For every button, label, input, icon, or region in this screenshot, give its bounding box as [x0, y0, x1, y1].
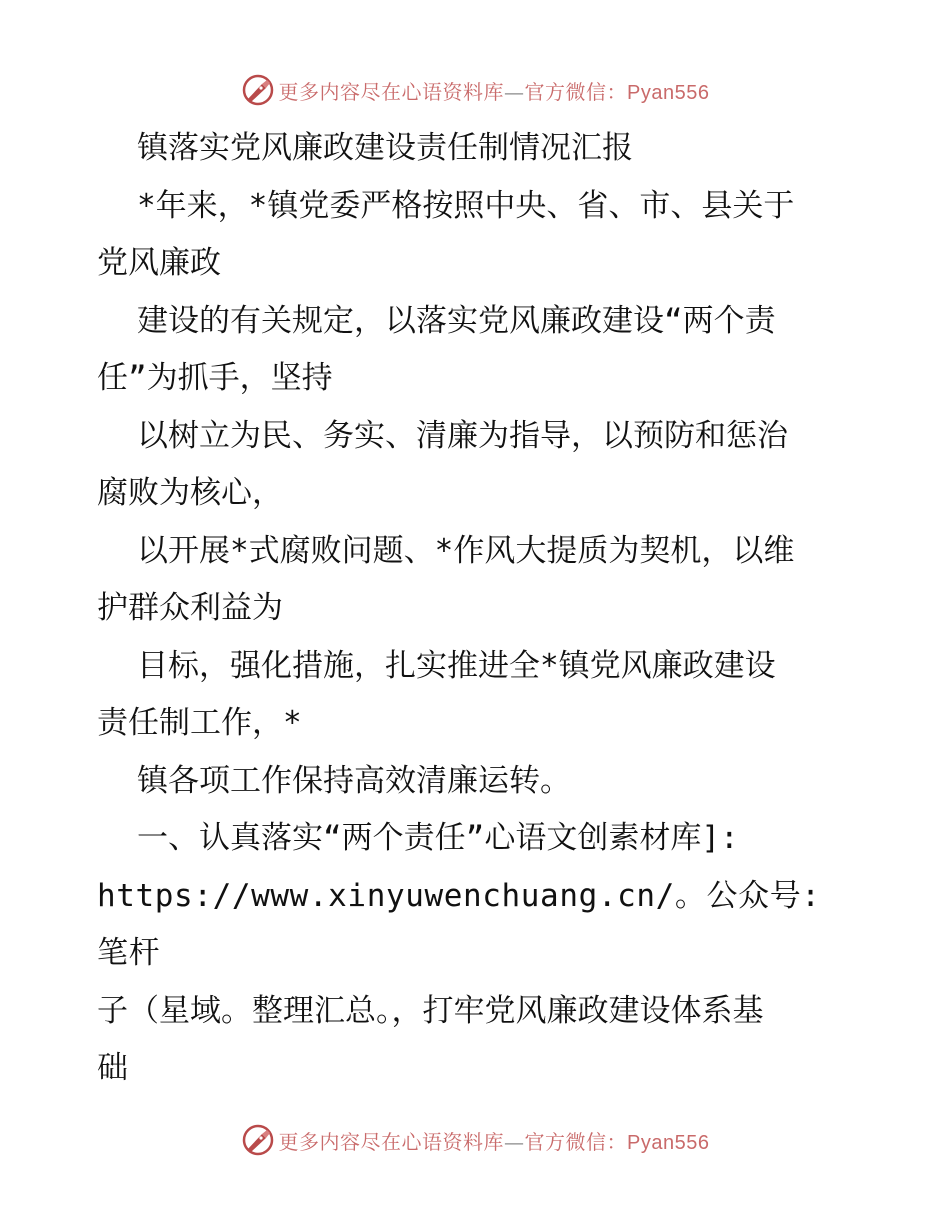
text-line: 任”为抓手，坚持 [97, 360, 333, 396]
text-line: 护群众利益为 [97, 590, 283, 626]
text-line: 子（星域。整理汇总。，打牢党风廉政建设体系基 [97, 992, 764, 1029]
text-line: 目标，强化措施，扎实推进全*镇党风廉政建设 [137, 647, 776, 684]
text-line: *年来，*镇党委严格按照中央、省、市、县关于 [137, 187, 795, 224]
text-line: 建设的有关规定，以落实党风廉政建设“两个责 [137, 302, 776, 339]
text-line: 党风廉政 [97, 245, 221, 281]
document-title: 镇落实党风廉政建设责任制情况汇报 [137, 130, 633, 166]
section-heading: 一、认真落实“两个责任”心语文创素材库]: [137, 820, 739, 856]
banner-text: 更多内容尽在心语资料库—官方微信：Pyan556 [278, 1129, 710, 1154]
banner-text: 更多内容尽在心语资料库—官方微信：Pyan556 [278, 79, 710, 104]
text-line: 镇各项工作保持高效清廉运转。 [137, 762, 571, 799]
text-line: 责任制工作，* [97, 705, 302, 741]
text-line: 以开展*式腐败问题、*作风大提质为契机，以维 [137, 532, 795, 569]
text-line: 以树立为民、务实、清廉为指导，以预防和惩治 [137, 417, 788, 454]
text-line: 础 [97, 1050, 128, 1086]
text-line-url: https://www.xinyuwenchuang.cn/。公众号: 笔杆 [97, 877, 821, 971]
pen-nib-logo-icon [241, 1123, 275, 1157]
header-watermark-banner [0, 70, 950, 110]
text-line: 腐败为核心， [97, 475, 283, 511]
footer-watermark-banner [0, 1120, 950, 1160]
pen-nib-logo-icon [241, 73, 275, 107]
document-body [97, 120, 857, 1098]
